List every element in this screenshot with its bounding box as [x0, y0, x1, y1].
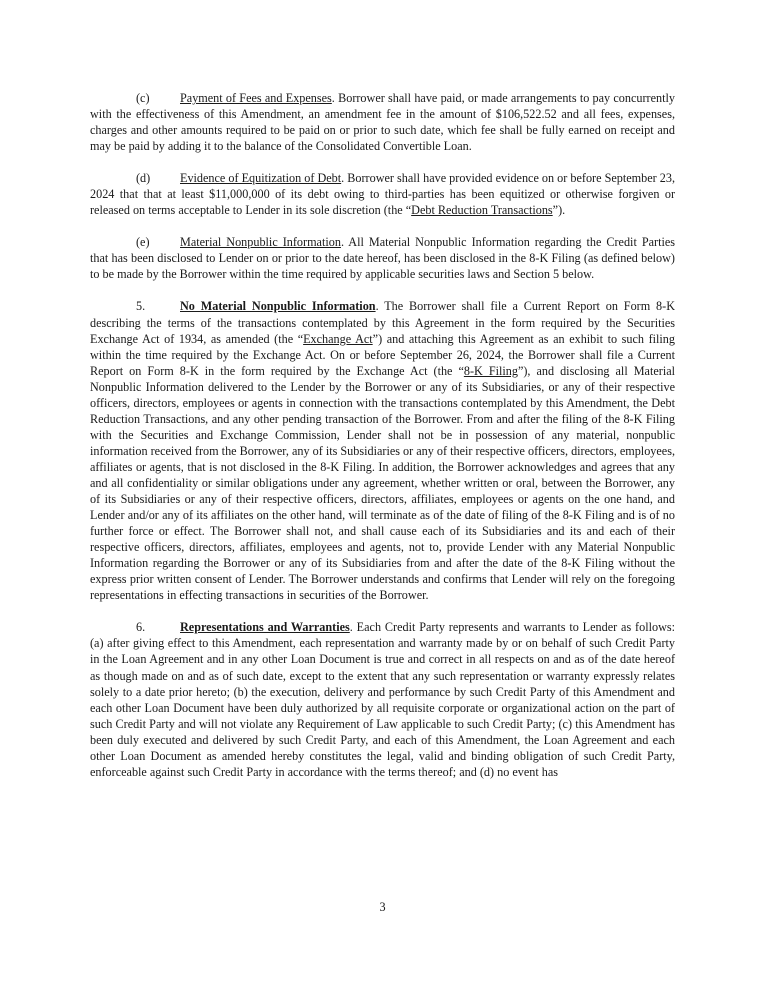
section-6: [90, 619, 675, 779]
paragraph-number: (c): [136, 91, 150, 105]
paragraph-text: . All Material Nonpublic Information regarding the Credit Parties that has been disclosed to Lender on or prior to the date hereof, has been disclosed in the 8-K Filing (as defined below) to be made by the Borrower within the time required by applicable securities laws and Section 5 below.: [90, 235, 675, 282]
paragraph-heading: Evidence of Equitization of Debt: [180, 171, 342, 186]
section-5: [90, 298, 675, 603]
section-heading: No Material Nonpublic Information: [180, 299, 376, 314]
paragraph-text: . Borrower shall have paid, or made arrangements to pay concurrently with the effectiveness of this Amendment, an amendment fee in the amount of $106,522.52 and all fees, expenses, charges and other amounts required to be paid on or prior to such date, which fee shall be fully earned on receipt and may be paid by adding it to the balance of the Consolidated Convertible Loan.: [90, 91, 675, 154]
paragraph-e: [90, 234, 675, 282]
section-heading: Representations and Warranties: [180, 620, 350, 635]
section-text: . Each Credit Party represents and warrants to Lender as follows: (a) after giving effect to this Amendment, each representation and warranty made by or on behalf of such Credit Party in the Loan Agreement and in any other Loan Document is true and correct in all respects on and as of the date hereof as though made on and as of such date, except to the extent that any such representation or warranty expressly relates solely to a date prior hereto; (b) the execution, delivery and performance by such Credit Party of this Amendment and each other Loan Document have been duly authorized by all requisite corporate or organizational action on the part of such Credit Party and will not violate any Requirement of Law applicable to such Credit Party; (c) this Amendment has been duly executed and delivered by such Credit Party, and each of this Amendment, the Loan Agreement and each other Loan Document as amended hereby constitutes the legal, valid and binding obligation of such Credit Party, enforceable against such Credit Party in accordance with the terms thereof; and (d) no event has: [90, 620, 675, 779]
section-text: ”) and attaching this Agreement as an exhibit to such filing within the time required by the Exchange Act. On or before September 26, 2024, the Borrower shall file a Current Report on Form 8-K in the form required by the Exchange Act (the “: [90, 331, 675, 378]
paragraph-number: (e): [136, 235, 150, 250]
paragraph-d: [90, 170, 675, 218]
paragraph-text: . Borrower shall have provided evidence on or before September 23, 2024 that that at least $11,000,000 of its debt owing to third-parties has been equitized or otherwise forgiven or released on terms acceptable to Lender in its sole discretion (the “: [90, 171, 675, 218]
paragraph-text: ”).: [552, 203, 566, 218]
paragraph-heading: Payment of Fees and Expenses: [180, 91, 332, 105]
section-number: 5.: [136, 299, 146, 314]
section-number: 6.: [136, 620, 146, 635]
defined-term: Debt Reduction Transactions: [411, 203, 553, 218]
page-number: 3: [379, 900, 386, 914]
defined-term: 8-K Filing: [463, 363, 518, 378]
paragraph-number: (d): [136, 171, 151, 186]
section-text: . The Borrower shall file a Current Report on Form 8-K describing the terms of the transactions contemplated by this Agreement in the form required by the Securities Exchange Act of 1934, as amended (the “: [90, 299, 675, 346]
section-text: ”), and disclosing all Material Nonpublic Information delivered to the Lender by the Borrower or any of its Subsidiaries, or any of their respective officers, directors, employees or agents in connection with the transactions contemplated by this Amendment, the Debt Reduction Transactions, and any other pending transaction of the Borrower. From and after the filing of the 8-K Filing with the Securities and Exchange Commission, Lender shall not be in possession of any material, nonpublic information received from the Borrower, any of its Subsidiaries or any of their respective officers, directors, employees, affiliates or agents, that is not disclosed in the 8-K Filing. In addition, the Borrower acknowledges and agrees that any and all confidentiality or similar obligations under any agreement, whether written or oral, between the Borrower, any of its Subsidiaries or any of their respective officers, directors, affiliates, employees or agents on the one hand, and Lender and/or any of its affiliates on the other hand, will terminate as of the date of filing of the 8-K Filing and is of no further force or effect. The Borrower shall not, and shall cause each of its Subsidiaries and its and each of their respective officers, directors, affiliates, employees and agents, not to, provide Lender with any Material Nonpublic Information regarding the Borrower or any of its Subsidiaries from and after the date of the 8-K Filing without the express prior written consent of Lender. The Borrower understands and confirms that Lender will rely on the foregoing representations in effecting transactions in securities of the Borrower.: [90, 363, 675, 603]
defined-term: Exchange Act: [303, 331, 373, 346]
paragraph-c: [90, 90, 675, 154]
paragraph-heading: Material Nonpublic Information: [180, 235, 341, 250]
